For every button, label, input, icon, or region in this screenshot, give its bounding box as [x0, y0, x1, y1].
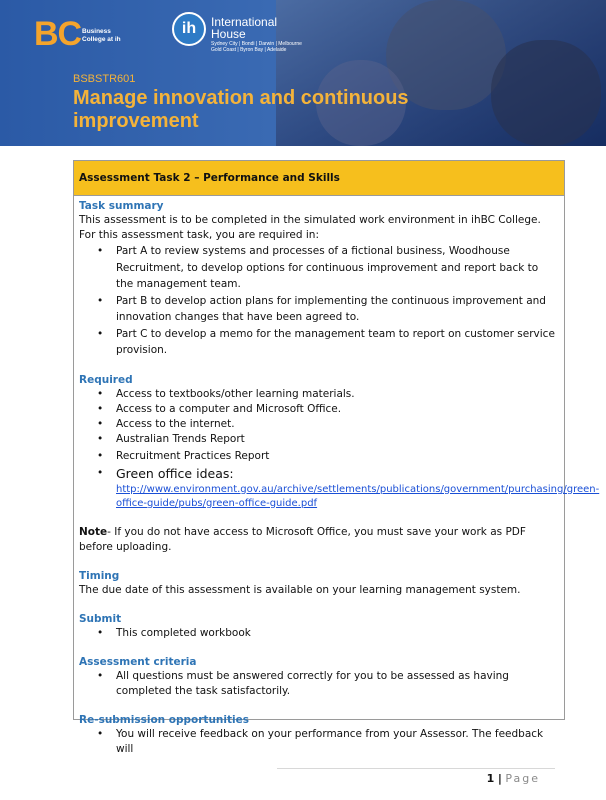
unit-title: Manage innovation and continuous improvement — [73, 87, 409, 132]
page-label: Page — [505, 772, 540, 785]
page-number: 1 — [486, 772, 495, 785]
list-item: • Access to textbooks/other learning materials. — [79, 387, 558, 402]
green-office-link[interactable]: http://www.environment.gov.au/archive/settlements/publications/government/purchasing/green-office-guide/pubs/green-office-guide.pdf — [116, 483, 600, 509]
task-summary-list — [79, 243, 558, 359]
timing-text: The due date of this assessment is available on your learning management system. — [79, 583, 521, 596]
required-list — [79, 387, 600, 511]
note-text: - If you do not have access to Microsoft Office, you must save your work as PDF before uploading. — [79, 525, 526, 553]
resubmission-heading: Re-submission opportunities — [79, 713, 249, 726]
submit-list — [79, 626, 558, 641]
unit-code: BSBSTR601 — [73, 73, 136, 85]
list-item: • Access to the internet. — [79, 417, 558, 432]
ih-name-line2: House — [211, 27, 246, 41]
page-footer — [487, 772, 540, 785]
ih-cities: Sydney City | Bondi | Darwin | Melbourne Gold Coast | Byron Bay | Adelaide — [211, 41, 302, 53]
submit-heading: Submit — [79, 612, 122, 625]
list-item: • Part C to develop a memo for the management team to report on customer service provision. — [79, 326, 558, 359]
task-summary-heading: Task summary — [79, 200, 164, 212]
header-banner — [0, 0, 606, 146]
ih-logo-icon: ih — [172, 12, 206, 46]
assessment-title: Assessment Task 2 – Performance and Skills — [74, 161, 564, 196]
note-paragraph — [79, 525, 558, 555]
footer-divider — [277, 768, 555, 769]
assessment-content — [74, 196, 600, 757]
ih-logo-name — [211, 16, 277, 40]
list-item: • Part A to review systems and processes of a fictional business, Woodhouse Recruitment, to develop options for continuous improvement and report back to the management team. — [79, 243, 558, 293]
ih-name-line1: International — [211, 15, 278, 29]
task-summary-intro1: This assessment is to be completed in the simulated work environment in ihBC College. — [79, 214, 541, 226]
green-office-label: Green office ideas: — [116, 465, 234, 481]
list-item: • All questions must be answered correctly for you to be assessed as having completed the task satisfactorily. — [79, 669, 558, 699]
bc-logo-subtitle: Business College at ih — [82, 28, 121, 43]
bc-logo: BC — [34, 15, 82, 53]
criteria-list — [79, 669, 558, 699]
list-item: • Part B to develop action plans for implementing the continuous improvement and innovation changes that have been agreed to. — [79, 293, 558, 326]
list-item-green-office — [79, 465, 600, 511]
task-summary-intro2: For this assessment task, you are required in: — [79, 229, 319, 241]
criteria-heading: Assessment criteria — [79, 655, 197, 668]
list-item: • Recruitment Practices Report — [79, 449, 558, 464]
note-label: Note — [79, 525, 108, 538]
timing-heading: Timing — [79, 569, 120, 582]
assessment-box — [73, 160, 600, 755]
list-item: • Australian Trends Report — [79, 432, 558, 447]
list-item: • This completed workbook — [79, 626, 558, 641]
resubmission-list — [79, 727, 558, 757]
list-item: • You will receive feedback on your performance from your Assessor. The feedback will — [79, 727, 558, 757]
required-heading: Required — [79, 373, 133, 386]
list-item: • Access to a computer and Microsoft Office. — [79, 402, 558, 417]
page-separator: | — [497, 772, 502, 785]
